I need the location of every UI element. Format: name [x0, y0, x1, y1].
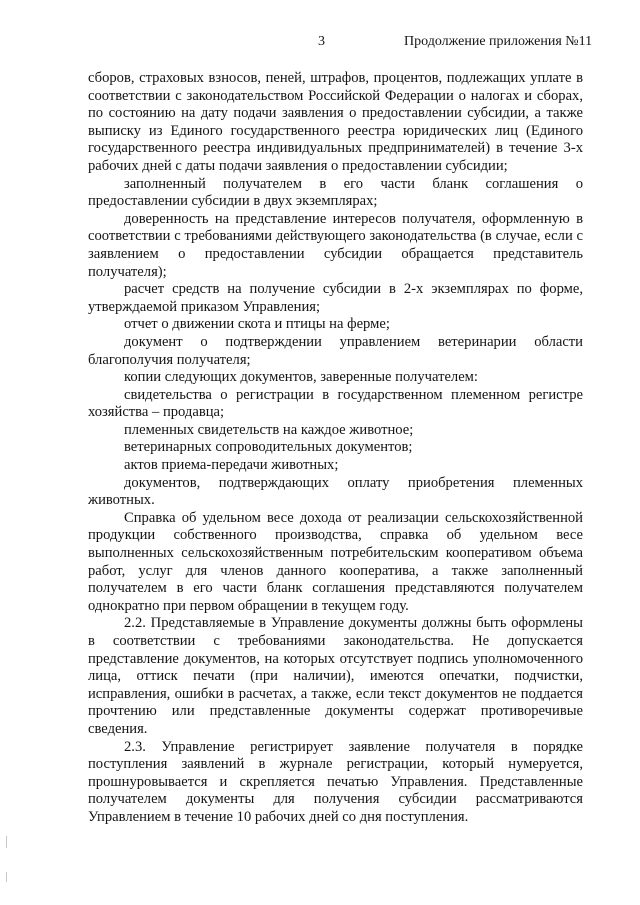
paragraph-9: племенных свидетельств на каждое животное; [124, 421, 414, 438]
page-number: 3 [318, 34, 325, 49]
paragraph-6: документ о подтверждении управлением ветеринарии области благополучия получателя; [88, 333, 583, 368]
paragraph-11: актов приема-передачи животных; [124, 457, 339, 474]
paragraph-3: доверенность на представление интересов получателя, оформленную в соответствии с требованиями действующего законодательства (в случае, если с заявлением о предоставлении субсидии обращается представитель получателя); [88, 210, 583, 280]
paragraph-1: сборов, страховых взносов, пеней, штрафов, процентов, подлежащих уплате в соответствии с законодательством Российской Федерации о налогах и сборах, по состоянию на дату подачи заявления о предоставлении субсидии, а также выписку из Единого государственного реестра юридических лиц (Единого государственного реестра индивидуальных предпринимателей) в течение 3-х рабочих дней с даты подачи заявления о предоставлении субсидии; [88, 70, 583, 174]
paragraph-4: расчет средств на получение субсидии в 2-х экземплярах по форме, утверждаемой приказом Управления; [88, 281, 583, 315]
paragraph-15: 2.3. Управление регистрирует заявление получателя в порядке поступления заявлений в журнале регистрации, который нумеруется, прошнуровывается и скрепляется печатью Управления. Представленные получателем документы для получения субсидии рассматриваются Управлением в течение 10 рабочих дней со дня поступления. [88, 738, 583, 825]
running-head: Продолжение приложения №11 [404, 34, 593, 49]
paragraph-12: документов, подтверждающих оплату приобретения племенных животных. [88, 474, 583, 509]
paragraph-7: копии следующих документов, заверенные получателем: [124, 369, 478, 386]
document-body [88, 70, 583, 827]
paragraph-14: 2.2. Представляемые в Управление документы должны быть оформлены в соответствии с требованиями законодательства. Не допускается представление документов, на которых отсутствует подпись уполномоченного лица, оттиск печати (при наличии), имеются опечатки, подчистки, исправления, ошибки в расчетах, а также, если текст документов не поддается прочтению или представленные документы содержат противоречивые сведения. [88, 615, 583, 737]
paragraph-8: свидетельства о регистрации в государственном племенном регистре хозяйства – продавца; [88, 386, 583, 421]
paragraph-13: Справка об удельном весе дохода от реализации сельскохозяйственной продукции собственного производства, справка об удельном весе выполненных сельскохозяйственным потребительским кооперативом объема работ, услуг для членов данного кооператива, а также заполненный получателем в его части бланк соглашения представляются получателем однократно при первом обращении в текущем году. [88, 509, 583, 614]
paragraph-2: заполненный получателем в его части бланк соглашения о предоставлении субсидии в двух экземплярах; [88, 175, 583, 210]
paragraph-10: ветеринарных сопроводительных документов; [124, 439, 413, 456]
scan-edge-mark [6, 872, 7, 882]
paragraph-5: отчет о движении скота и птицы на ферме; [124, 316, 390, 333]
scan-edge-mark [6, 836, 7, 848]
